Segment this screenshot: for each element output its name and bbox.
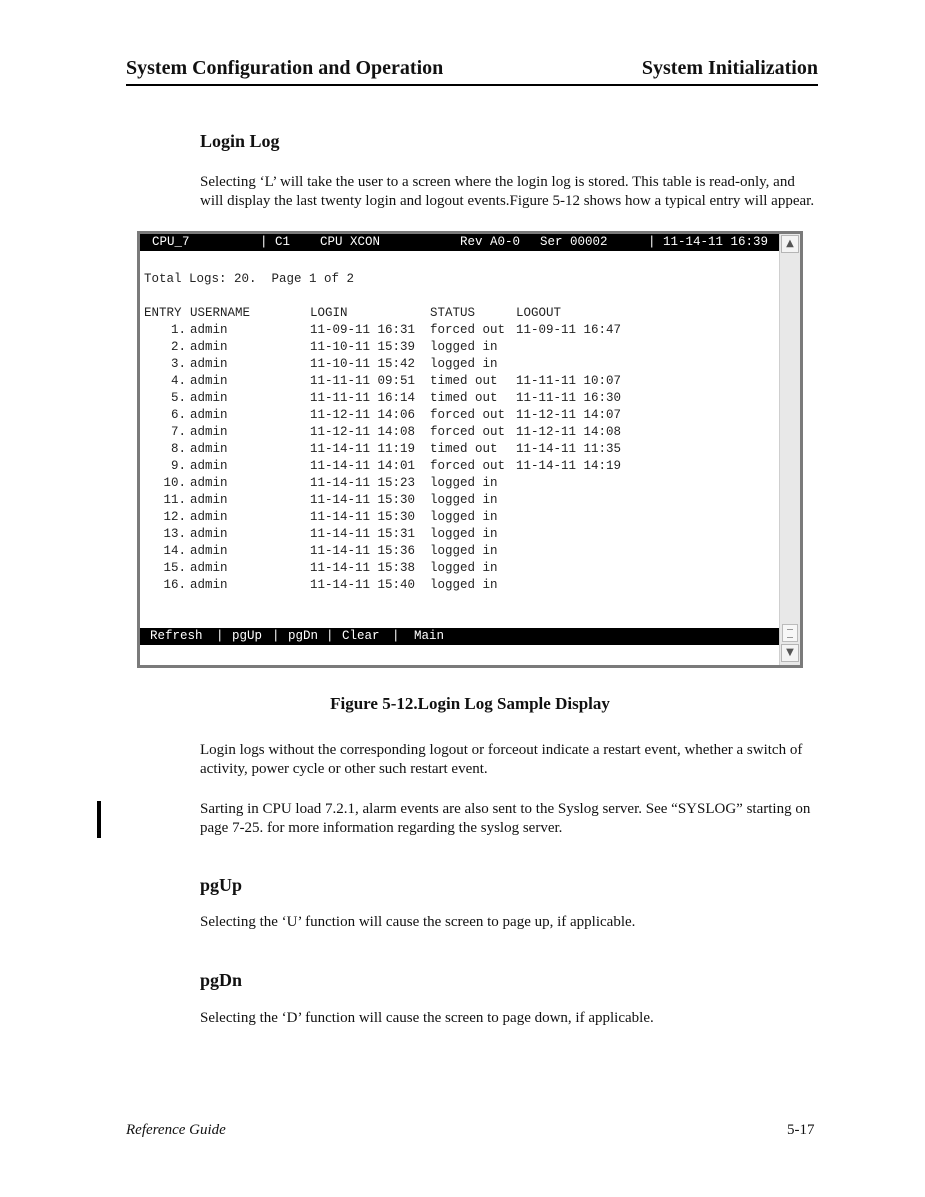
figure-caption: Figure 5-12.Login Log Sample Display [330, 694, 610, 713]
cpu-name: CPU_7 [152, 235, 190, 249]
username-cell: admin [190, 340, 228, 354]
login-log-intro: Selecting ‘L’ will take the user to a screen where the login log is stored. This table is read-only, and will display the last twenty login and logout events.Figure 5-12 shows how a typical entry will appear. [200, 174, 815, 209]
slot-indicator: | C1 [260, 235, 291, 249]
log-row [140, 373, 780, 390]
entry-number: 9. [170, 459, 186, 473]
menu-pgup[interactable]: pgUp [232, 629, 263, 643]
username-cell: admin [190, 578, 228, 592]
entry-number: 1. [170, 323, 186, 337]
log-row [140, 441, 780, 458]
change-bar [97, 801, 101, 838]
username-cell: admin [190, 561, 228, 575]
username-cell: admin [190, 323, 228, 337]
terminal-status-bar [140, 234, 780, 251]
header-section-title: System Initialization [641, 57, 818, 79]
module-name: CPU XCON [320, 235, 381, 249]
pgdn-description: Selecting the ‘D’ function will cause the screen to page down, if applicable. [200, 1010, 654, 1026]
menu-clear[interactable]: Clear [342, 629, 380, 643]
login-time-cell: 11-14-11 11:19 [310, 442, 416, 456]
login-log-heading: Login Log [200, 131, 280, 151]
status-cell: logged in [430, 340, 498, 354]
logout-time-cell: 11-12-11 14:07 [516, 408, 622, 422]
login-time-cell: 11-10-11 15:39 [310, 340, 416, 354]
status-cell: logged in [430, 476, 498, 490]
entry-number: 14. [163, 544, 186, 558]
username-cell: admin [190, 510, 228, 524]
menu-pgdn[interactable]: pgDn [288, 629, 319, 643]
status-cell: timed out [430, 391, 498, 405]
login-time-cell: 11-14-11 15:36 [310, 544, 416, 558]
logout-time-cell: 11-11-11 16:30 [516, 391, 622, 405]
scroll-down-icon[interactable]: ▼ [781, 644, 799, 662]
login-time-cell: 11-14-11 15:31 [310, 527, 416, 541]
pgup-description: Selecting the ‘U’ function will cause the screen to page up, if applicable. [200, 914, 636, 930]
status-cell: forced out [430, 425, 506, 439]
username-cell: admin [190, 425, 228, 439]
entry-number: 6. [170, 408, 186, 422]
login-time-cell: 11-09-11 16:31 [310, 323, 416, 337]
log-row [140, 526, 780, 543]
status-cell: logged in [430, 544, 498, 558]
login-time-cell: 11-14-11 14:01 [310, 459, 416, 473]
menu-main[interactable]: Main [414, 629, 445, 643]
log-row [140, 492, 780, 509]
username-cell: admin [190, 442, 228, 456]
login-time-cell: 11-14-11 15:30 [310, 510, 416, 524]
scroll-thumb[interactable] [782, 624, 798, 642]
log-row [140, 475, 780, 492]
terminal-window [137, 231, 803, 668]
log-row [140, 356, 780, 373]
status-cell: logged in [430, 493, 498, 507]
log-row [140, 390, 780, 407]
running-header [126, 56, 818, 86]
entry-number: 10. [163, 476, 186, 490]
menu-separator: | [392, 629, 400, 643]
entry-number: 12. [163, 510, 186, 524]
status-cell: forced out [430, 323, 506, 337]
logout-time-cell: 11-12-11 14:08 [516, 425, 622, 439]
login-time-cell: 11-14-11 15:30 [310, 493, 416, 507]
menu-separator: | [272, 629, 280, 643]
status-cell: logged in [430, 510, 498, 524]
login-time-cell: 11-14-11 15:38 [310, 561, 416, 575]
entry-number: 13. [163, 527, 186, 541]
column-entry: ENTRY [144, 306, 182, 320]
login-time-cell: 11-12-11 14:08 [310, 425, 416, 439]
column-login: LOGIN [310, 306, 348, 320]
date-time: | 11-14-11 16:39 [648, 235, 769, 249]
username-cell: admin [190, 374, 228, 388]
username-cell: admin [190, 493, 228, 507]
username-cell: admin [190, 476, 228, 490]
log-row [140, 458, 780, 475]
log-row [140, 322, 780, 339]
status-cell: forced out [430, 459, 506, 473]
entry-number: 16. [163, 578, 186, 592]
pgup-heading: pgUp [200, 875, 243, 895]
username-cell: admin [190, 544, 228, 558]
status-cell: logged in [430, 561, 498, 575]
entry-number: 15. [163, 561, 186, 575]
entry-number: 5. [170, 391, 186, 405]
page-number: 5-17 [787, 1122, 815, 1138]
login-time-cell: 11-14-11 15:23 [310, 476, 416, 490]
entry-number: 2. [170, 340, 186, 354]
status-cell: logged in [430, 357, 498, 371]
log-row [140, 407, 780, 424]
logout-time-cell: 11-11-11 10:07 [516, 374, 622, 388]
log-row [140, 560, 780, 577]
username-cell: admin [190, 459, 228, 473]
column-username: USERNAME [190, 306, 251, 320]
restart-event-paragraph: Login logs without the corresponding logout or forceout indicate a restart event, whether a switch of activity, power cycle or other such restart event. [200, 742, 803, 777]
terminal-screen [140, 234, 780, 665]
column-logout: LOGOUT [516, 306, 562, 320]
pgdn-heading: pgDn [200, 970, 243, 990]
header-chapter-title: System Configuration and Operation [126, 57, 444, 79]
status-cell: timed out [430, 374, 498, 388]
menu-separator: | [216, 629, 224, 643]
status-cell: timed out [430, 442, 498, 456]
menu-separator: | [326, 629, 334, 643]
logout-time-cell: 11-14-11 14:19 [516, 459, 622, 473]
footer-guide-title: Reference Guide [126, 1122, 226, 1138]
username-cell: admin [190, 391, 228, 405]
username-cell: admin [190, 357, 228, 371]
status-cell: logged in [430, 527, 498, 541]
logout-time-cell: 11-09-11 16:47 [516, 323, 622, 337]
entry-number: 8. [170, 442, 186, 456]
login-time-cell: 11-11-11 09:51 [310, 374, 416, 388]
terminal-menu-bar [140, 628, 780, 645]
log-row [140, 424, 780, 441]
log-row [140, 577, 780, 594]
logout-time-cell: 11-14-11 11:35 [516, 442, 622, 456]
login-time-cell: 11-12-11 14:06 [310, 408, 416, 422]
entry-number: 11. [163, 493, 186, 507]
log-row [140, 339, 780, 356]
total-logs-line: Total Logs: 20. Page 1 of 2 [144, 272, 355, 286]
serial-number: Ser 00002 [540, 235, 608, 249]
login-time-cell: 11-10-11 15:42 [310, 357, 416, 371]
vertical-scrollbar[interactable] [779, 234, 800, 665]
revision: Rev A0-0 [460, 235, 521, 249]
status-cell: forced out [430, 408, 506, 422]
entry-number: 3. [170, 357, 186, 371]
log-row [140, 509, 780, 526]
log-table-header [140, 305, 780, 322]
status-cell: logged in [430, 578, 498, 592]
entry-number: 4. [170, 374, 186, 388]
syslog-paragraph: Sarting in CPU load 7.2.1, alarm events are also sent to the Syslog server. See “SYSLOG” starting on page 7-25. for more information regarding the syslog server. [200, 801, 811, 836]
username-cell: admin [190, 527, 228, 541]
login-time-cell: 11-11-11 16:14 [310, 391, 416, 405]
entry-number: 7. [170, 425, 186, 439]
column-status: STATUS [430, 306, 476, 320]
log-row [140, 543, 780, 560]
username-cell: admin [190, 408, 228, 422]
login-time-cell: 11-14-11 15:40 [310, 578, 416, 592]
scroll-up-icon[interactable]: ▲ [781, 235, 799, 253]
menu-refresh[interactable]: Refresh [150, 629, 203, 643]
